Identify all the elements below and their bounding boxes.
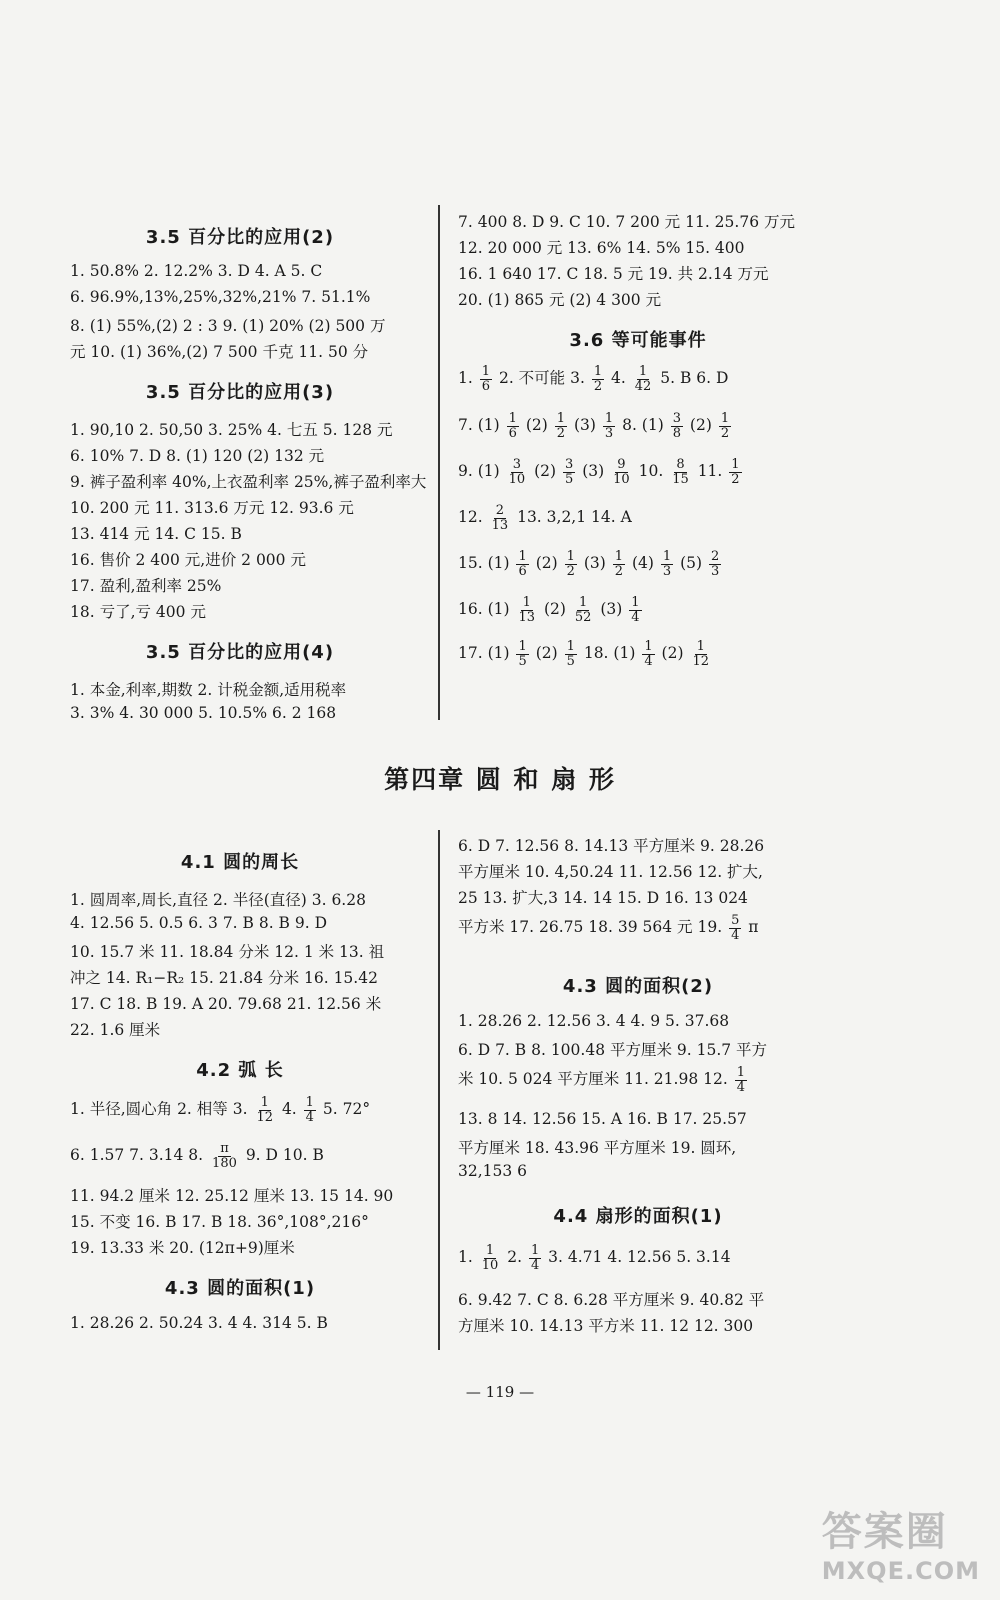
fraction: $\frac{1}{4}$ [530, 1243, 540, 1273]
section-title: 3.5 百分比的应用(3) [145, 382, 335, 403]
answer-line: 32,153 6 [458, 1162, 528, 1180]
answer-line: 20. (1) 865 元 (2) 4 300 元 [458, 291, 662, 309]
section-title: 4.4 扇形的面积(1) [553, 1206, 723, 1227]
answer-line: 6. 1.57 7. 3.14 8. $\frac{\pi}{180}$ 9. D 10. B [70, 1141, 324, 1171]
section-title: 4.1 圆的周长 [180, 852, 300, 873]
fraction: $\frac{1}{2}$ [566, 549, 575, 579]
answer-line: 7. 400 8. D 9. C 10. 7 200 元 11. 25.76 万元 [458, 213, 795, 231]
answer-line: 17. C 18. B 19. A 20. 79.68 21. 12.56 米 [70, 995, 382, 1013]
answer-line: 22. 1.6 厘米 [70, 1021, 161, 1039]
answer-line: 6. 96.9%,13%,25%,32%,21% 7. 51.1% [70, 288, 371, 306]
answer-line: 10. 200 元 11. 313.6 万元 12. 93.6 元 [70, 499, 354, 517]
answer-line: 1. 半径,圆心角 2. 相等 3. $\frac{1}{12}$ 4. $\frac{1}{4}$ 5. 72° [70, 1095, 371, 1125]
answer-line: 25 13. 扩大,3 14. 14 15. D 16. 13 024 [458, 889, 748, 907]
answer-line: 4. 12.56 5. 0.5 6. 3 7. B 8. B 9. D [70, 914, 328, 932]
fraction: $\frac{1}{6}$ [518, 549, 527, 579]
answer-line: 15. 不变 16. B 17. B 18. 36°,108°,216° [70, 1213, 369, 1231]
answer-line: 7. (1) $\frac{1}{6}$ (2) $\frac{1}{2}$ (3) $\frac{1}{3}$ 8. (1) $\frac{3}{8}$ (2) $\frac{1}{2}$ [458, 411, 730, 441]
fraction: $\frac{1}{4}$ [631, 595, 640, 625]
fraction: $\frac{1}{6}$ [481, 364, 491, 394]
answer-line: 平方厘米 18. 43.96 平方厘米 19. 圆环, [458, 1139, 737, 1157]
answer-line: 11. 94.2 厘米 12. 25.12 厘米 13. 15 14. 90 [70, 1187, 394, 1205]
fraction: $\frac{1}{3}$ [662, 549, 672, 579]
fraction: $\frac{1}{2}$ [731, 457, 740, 487]
section-title: 4.3 圆的面积(1) [164, 1278, 316, 1299]
fraction: $\frac{1}{52}$ [574, 595, 592, 625]
fraction: $\frac{5}{4}$ [731, 913, 740, 943]
section-title: 3.6 等可能事件 [569, 330, 707, 351]
answer-line: 方厘米 10. 14.13 平方米 11. 12 12. 300 [458, 1317, 754, 1335]
column-divider [438, 205, 440, 720]
section-title: 3.5 百分比的应用(4) [145, 642, 335, 663]
answer-line: 6. 9.42 7. C 8. 6.28 平方厘米 9. 40.82 平 [458, 1291, 765, 1309]
answer-line: 1. $\frac{1}{10}$ 2. $\frac{1}{4}$ 3. 4.71 4. 12.56 5. 3.14 [458, 1243, 731, 1273]
fraction: $\frac{1}{13}$ [518, 595, 536, 625]
fraction: $\frac{1}{12}$ [256, 1095, 273, 1125]
fraction: $\frac{1}{6}$ [508, 411, 517, 441]
answer-line: 平方米 17. 26.75 18. 39 564 元 19. $\frac{5}{4}$ π [458, 913, 759, 943]
answer-line: 冲之 14. R₁−R₂ 15. 21.84 分米 16. 15.42 [70, 969, 378, 987]
answer-line: 6. D 7. 12.56 8. 14.13 平方厘米 9. 28.26 [458, 837, 765, 855]
fraction: $\frac{1}{5}$ [518, 639, 527, 669]
fraction: $\frac{1}{42}$ [634, 364, 652, 394]
answer-line: 12. $\frac{2}{13}$ 13. 3,2,1 14. A [458, 503, 632, 533]
answer-line: 1. $\frac{1}{6}$ 2. 不可能 3. $\frac{1}{2}$ 4. $\frac{1}{42}$ 5. B 6. D [458, 364, 729, 394]
section-title: 4.3 圆的面积(2) [562, 976, 714, 997]
fraction: $\frac{1}{3}$ [604, 411, 614, 441]
answer-line: 1. 90,10 2. 50,50 3. 25% 4. 七五 5. 128 元 [70, 421, 393, 439]
answer-line: 9. (1) $\frac{3}{10}$ (2) $\frac{3}{5}$ (3) $\frac{9}{10}$ 10. $\frac{8}{15}$ 11. $\frac{1}{2}$ [458, 457, 740, 487]
fraction: $\frac{\pi}{180}$ [212, 1141, 237, 1171]
answer-line: 19. 13.33 米 20. (12π+9)厘米 [70, 1239, 295, 1257]
answer-line: 18. 亏了,亏 400 元 [70, 603, 206, 621]
fraction: $\frac{8}{15}$ [672, 457, 689, 487]
fraction: $\frac{1}{5}$ [566, 639, 575, 669]
fraction: $\frac{1}{2}$ [614, 549, 624, 579]
answer-line: 17. 盈利,盈利率 25% [70, 577, 222, 595]
answer-line: 10. 15.7 米 11. 18.84 分米 12. 1 米 13. 祖 [70, 943, 385, 961]
chapter-title: 第四章 圆 和 扇 形 [384, 765, 616, 794]
answer-line: 1. 28.26 2. 50.24 3. 4 4. 314 5. B [70, 1314, 328, 1332]
fraction: $\frac{9}{10}$ [613, 457, 630, 487]
answer-line: 17. (1) $\frac{1}{5}$ (2) $\frac{1}{5}$ 18. (1) $\frac{1}{4}$ (2) $\frac{1}{12}$ [458, 639, 709, 669]
answer-line: 米 10. 5 024 平方厘米 11. 21.98 12. $\frac{1}{4}$ [458, 1065, 745, 1095]
fraction: $\frac{1}{4}$ [644, 639, 653, 669]
fraction: $\frac{1}{2}$ [556, 411, 566, 441]
fraction: $\frac{1}{4}$ [736, 1065, 745, 1095]
fraction: $\frac{2}{3}$ [710, 549, 720, 579]
watermark-text: 答案圈 [821, 1509, 948, 1555]
fraction: $\frac{1}{2}$ [593, 364, 603, 394]
answer-line: 1. 50.8% 2. 12.2% 3. D 4. A 5. C [70, 262, 323, 280]
fraction: $\frac{3}{10}$ [508, 457, 526, 487]
fraction: $\frac{1}{10}$ [481, 1243, 499, 1273]
column-divider [438, 830, 440, 1350]
answer-line: 16. 售价 2 400 元,进价 2 000 元 [70, 551, 306, 569]
answer-line: 9. 裤子盈利率 40%,上衣盈利率 25%,裤子盈利率大 [70, 473, 427, 491]
answer-line: 12. 20 000 元 13. 6% 14. 5% 15. 400 [458, 239, 745, 257]
answer-line: 13. 414 元 14. C 15. B [70, 525, 242, 543]
answer-line: 1. 28.26 2. 12.56 3. 4 4. 9 5. 37.68 [458, 1012, 730, 1030]
page-number: — 119 — [465, 1383, 535, 1401]
answer-line: 1. 圆周率,周长,直径 2. 半径(直径) 3. 6.28 [70, 891, 366, 909]
watermark-url: MXQE.COM [821, 1557, 980, 1585]
answer-line: 16. (1) $\frac{1}{13}$ (2) $\frac{1}{52}$ (3) $\frac{1}{4}$ [458, 595, 640, 625]
watermark-logo [822, 1500, 980, 1585]
answer-line: 平方厘米 10. 4,50.24 11. 12.56 12. 扩大, [458, 863, 763, 881]
section-title: 3.5 百分比的应用(2) [145, 227, 335, 248]
fraction: $\frac{1}{2}$ [720, 411, 730, 441]
fraction: $\frac{1}{12}$ [692, 639, 709, 669]
fraction: $\frac{3}{8}$ [672, 411, 681, 441]
section-title: 4.2 弧 长 [196, 1060, 284, 1081]
fraction: $\frac{3}{5}$ [565, 457, 574, 487]
answer-line: 15. (1) $\frac{1}{6}$ (2) $\frac{1}{2}$ (3) $\frac{1}{2}$ (4) $\frac{1}{3}$ (5) $\frac{2}{3}$ [458, 549, 720, 579]
answer-line: 13. 8 14. 12.56 15. A 16. B 17. 25.57 [458, 1110, 747, 1128]
answer-line: 3. 3% 4. 30 000 5. 10.5% 6. 2 168 [70, 704, 337, 722]
answer-line: 元 10. (1) 36%,(2) 7 500 千克 11. 50 分 [70, 343, 369, 361]
fraction: $\frac{2}{13}$ [491, 503, 509, 533]
answer-line: 6. 10% 7. D 8. (1) 120 (2) 132 元 [70, 447, 325, 465]
answer-line: 6. D 7. B 8. 100.48 平方厘米 9. 15.7 平方 [458, 1041, 768, 1059]
fraction: $\frac{1}{4}$ [305, 1095, 314, 1125]
answer-line: 16. 1 640 17. C 18. 5 元 19. 共 2.14 万元 [458, 265, 769, 283]
answer-line: 8. (1) 55%,(2) 2 : 3 9. (1) 20% (2) 500 万 [70, 317, 386, 335]
answer-line: 1. 本金,利率,期数 2. 计税金额,适用税率 [70, 681, 347, 699]
